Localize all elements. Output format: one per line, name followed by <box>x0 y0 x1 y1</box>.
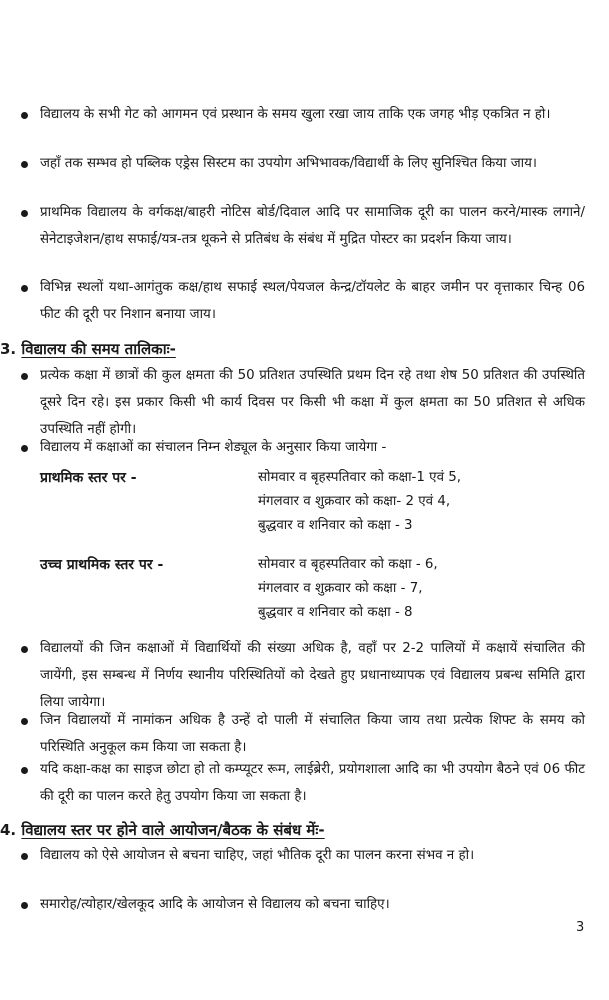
section-3-heading <box>0 337 176 361</box>
list-item: प्राथमिक विद्यालय के वर्गकक्ष/बाहरी नोटिस बोर्ड/दिवाल आदि पर सामाजिक दूरी का पालन करने/मास्क लगाने/सेनेटाइजेशन/हाथ सफाई/यत्र-तत्र थूकने से प्रतिबंध के संबंध में मुद्रित पोस्टर का प्रदर्शन किया जाय। <box>40 205 585 247</box>
bullet-icon <box>21 853 28 860</box>
schedule-label-upper-primary: उच्च प्राथमिक स्तर पर - <box>40 557 164 573</box>
bullet-icon <box>21 445 28 452</box>
page-number: 3 <box>576 920 585 935</box>
schedule-line: बुद्धवार व शनिवार को कक्षा - 8 <box>258 605 413 620</box>
list-item: जिन विद्यालयों में नामांकन अधिक है उन्हें दो पाली में संचालित किया जाय तथा प्रत्येक शिफ्ट के समय को परिस्थिति अनुकूल कम किया जा सकता है। <box>40 713 585 755</box>
schedule-line: सोमवार व बृहस्पतिवार को कक्षा-1 एवं 5, <box>258 470 462 485</box>
section-title: विद्यालय की समय तालिकाः- <box>21 340 176 358</box>
list-item: प्रत्येक कक्षा में छात्रों की कुल क्षमता की 50 प्रतिशत उपस्थिति प्रथम दिन रहे तथा शेष 50 प्रतिशत की उपस्थिति दूसरे दिन रहे। इस प्रकार किसी भी कार्य दिवस पर किसी भी कक्षा में कुल क्षमता का 50 प्रतिशत से अधिक उपस्थिति नहीं होगी। <box>40 368 585 437</box>
list-item: विद्यालय में कक्षाओं का संचालन निम्न शेड्यूल के अनुसार किया जायेगा - <box>40 440 387 455</box>
list-item: विद्यालय के सभी गेट को आगमन एवं प्रस्थान के समय खुला रखा जाय ताकि एक जगह भीड़ एकत्रित न हो। <box>40 107 551 122</box>
bullet-icon <box>21 210 28 217</box>
schedule-line: मंगलवार व शुक्रवार को कक्षा- 2 एवं 4, <box>258 494 451 509</box>
list-item: जहाँ तक सम्भव हो पब्लिक एड्रेस सिस्टम का उपयोग अभिभावक/विद्यार्थी के लिए सुनिश्चित किया जाय। <box>40 156 537 171</box>
bullet-icon <box>21 646 28 653</box>
bullet-icon <box>21 767 28 774</box>
bullet-icon <box>21 718 28 725</box>
bullet-icon <box>21 373 28 380</box>
schedule-label-primary: प्राथमिक स्तर पर - <box>40 470 137 486</box>
list-item: समारोह/त्योहार/खेलकूद आदि के आयोजन से विद्यालय को बचना चाहिए। <box>40 897 390 912</box>
bullet-icon <box>21 285 28 292</box>
section-4-heading <box>0 818 325 842</box>
section-title: विद्यालय स्तर पर होने वाले आयोजन/बैठक के संबंध मेंः- <box>21 821 325 839</box>
list-item: यदि कक्षा-कक्ष का साइज छोटा हो तो कम्प्यूटर रूम, लाईब्रेरी, प्रयोगशाला आदि का भी उपयोग बैठने एवं 06 फीट की दूरी का पालन करते हेतु उपयोग किया जा सकता है। <box>40 762 585 804</box>
list-item: विद्यालयों की जिन कक्षाओं में विद्यार्थियों की संख्या अधिक है, वहाँ पर 2-2 पालियों में कक्षायें संचालित की जायेंगी, इस सम्बन्ध में निर्णय स्थानीय परिस्थितियों को देखते हुए प्रधानाध्यापक एवं विद्यालय प्रबन्ध समिति द्वारा लिया जायेगा। <box>40 641 585 710</box>
schedule-line: मंगलवार व शुक्रवार को कक्षा - 7, <box>258 581 423 596</box>
section-number: 4. <box>0 821 17 839</box>
bullet-icon <box>21 161 28 168</box>
list-item: विभिन्न स्थलों यथा-आगंतुक कक्ष/हाथ सफाई स्थल/पेयजल केन्द्र/टॉयलेट के बाहर जमीन पर वृत्ताकार चिन्ह 06 फीट की दूरी पर निशान बनाया जाय। <box>40 280 585 322</box>
schedule-line: बुद्धवार व शनिवार को कक्षा - 3 <box>258 518 413 533</box>
bullet-icon <box>21 902 28 909</box>
bullet-icon <box>21 112 28 119</box>
schedule-line: सोमवार व बृहस्पतिवार को कक्षा - 6, <box>258 557 438 572</box>
section-number: 3. <box>0 340 17 358</box>
list-item: विद्यालय को ऐसे आयोजन से बचना चाहिए, जहां भौतिक दूरी का पालन करना संभव न हो। <box>40 848 475 863</box>
